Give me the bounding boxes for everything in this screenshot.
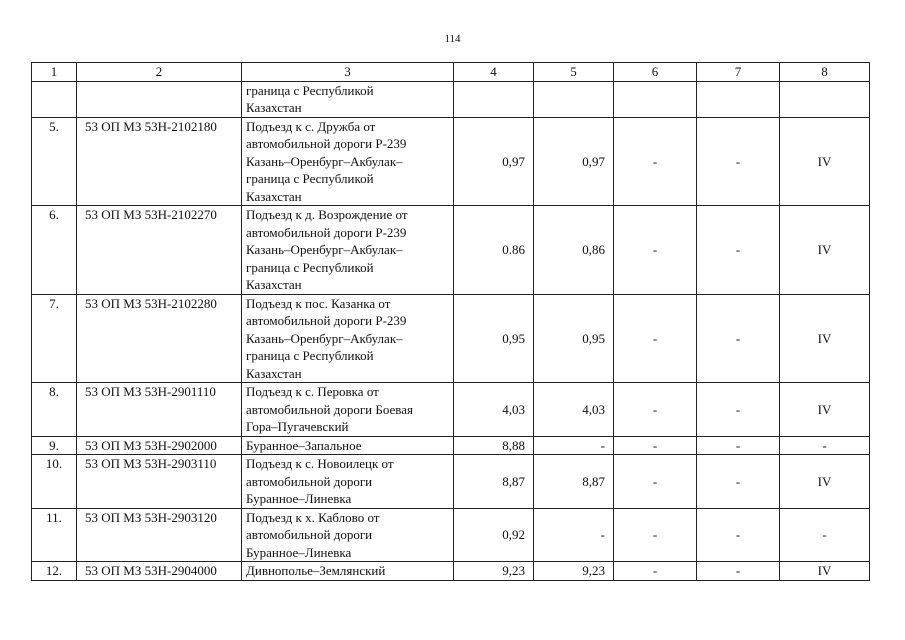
table-row <box>32 508 870 562</box>
cell <box>697 81 780 117</box>
road-code-cell: 53 ОП МЗ 53Н-2102270 <box>77 206 242 295</box>
col4-value-cell: 0.86 <box>454 206 534 295</box>
row-number-cell: 7. <box>32 294 77 383</box>
col4-value-cell: 0,97 <box>454 117 534 206</box>
col8-value-cell: IV <box>780 383 870 437</box>
col7-value-cell: - <box>697 383 780 437</box>
col6-value-cell: - <box>614 455 697 509</box>
col6-value-cell: - <box>614 562 697 581</box>
col5-value-cell: 9,23 <box>534 562 614 581</box>
col4-value-cell: 8,87 <box>454 455 534 509</box>
col4-value-cell: 0,92 <box>454 508 534 562</box>
column-header: 1 <box>32 63 77 82</box>
road-code-cell: 53 ОП МЗ 53Н-2903110 <box>77 455 242 509</box>
column-header: 6 <box>614 63 697 82</box>
col7-value-cell: - <box>697 562 780 581</box>
col7-value-cell: - <box>697 508 780 562</box>
col6-value-cell: - <box>614 117 697 206</box>
road-code-cell: 53 ОП МЗ 53Н-2102180 <box>77 117 242 206</box>
col8-value-cell: - <box>780 436 870 455</box>
cell <box>614 81 697 117</box>
cell <box>77 81 242 117</box>
continuation-row <box>32 81 870 117</box>
col8-value-cell: IV <box>780 117 870 206</box>
col6-value-cell: - <box>614 294 697 383</box>
table-row <box>32 436 870 455</box>
col8-value-cell: IV <box>780 455 870 509</box>
column-header: 2 <box>77 63 242 82</box>
road-code-cell: 53 ОП МЗ 53Н-2901110 <box>77 383 242 437</box>
table-row <box>32 383 870 437</box>
row-number-cell: 8. <box>32 383 77 437</box>
col8-value-cell: IV <box>780 562 870 581</box>
col7-value-cell: - <box>697 436 780 455</box>
col8-value-cell: IV <box>780 294 870 383</box>
col5-value-cell: - <box>534 436 614 455</box>
cell <box>534 81 614 117</box>
col7-value-cell: - <box>697 294 780 383</box>
column-header: 4 <box>454 63 534 82</box>
road-name-cell: Подъезд к с. Новоилецк от автомобильной дороги Буранное–Линевка <box>242 455 454 509</box>
col6-value-cell: - <box>614 383 697 437</box>
road-code-cell: 53 ОП МЗ 53Н-2903120 <box>77 508 242 562</box>
header-row <box>32 63 870 82</box>
continuation-name-cell: граница с Республикой Казахстан <box>242 81 454 117</box>
col8-value-cell: IV <box>780 206 870 295</box>
col4-value-cell: 9,23 <box>454 562 534 581</box>
road-name-cell: Подъезд к с. Перовка от автомобильной дороги Боевая Гора–Пугачевский <box>242 383 454 437</box>
col5-value-cell: 4,03 <box>534 383 614 437</box>
col6-value-cell: - <box>614 206 697 295</box>
column-header: 5 <box>534 63 614 82</box>
road-name-cell: Подъезд к с. Дружба от автомобильной дороги Р-239 Казань–Оренбург–Акбулак– граница с Республикой Казахстан <box>242 117 454 206</box>
row-number-cell: 10. <box>32 455 77 509</box>
road-name-cell: Подъезд к пос. Казанка от автомобильной дороги Р-239 Казань–Оренбург–Акбулак– граница с Республикой Казахстан <box>242 294 454 383</box>
road-code-cell: 53 ОП МЗ 53Н-2102280 <box>77 294 242 383</box>
col7-value-cell: - <box>697 206 780 295</box>
road-name-cell: Буранное–Запальное <box>242 436 454 455</box>
cell <box>32 81 77 117</box>
cell <box>780 81 870 117</box>
col5-value-cell: 0,97 <box>534 117 614 206</box>
column-header: 3 <box>242 63 454 82</box>
col5-value-cell: - <box>534 508 614 562</box>
row-number-cell: 11. <box>32 508 77 562</box>
table-row <box>32 294 870 383</box>
col6-value-cell: - <box>614 508 697 562</box>
page-number: 114 <box>444 33 461 45</box>
road-name-cell: Подъезд к д. Возрождение от автомобильной дороги Р-239 Казань–Оренбург–Акбулак– граница с Республикой Казахстан <box>242 206 454 295</box>
table-body <box>32 63 870 581</box>
road-name-cell: Подъезд к х. Каблово от автомобильной дороги Буранное–Линевка <box>242 508 454 562</box>
table-row <box>32 206 870 295</box>
col4-value-cell: 0,95 <box>454 294 534 383</box>
col7-value-cell: - <box>697 117 780 206</box>
cell <box>454 81 534 117</box>
table-row <box>32 117 870 206</box>
row-number-cell: 9. <box>32 436 77 455</box>
col6-value-cell: - <box>614 436 697 455</box>
road-name-cell: Дивнополье–Землянский <box>242 562 454 581</box>
column-header: 7 <box>697 63 780 82</box>
col8-value-cell: - <box>780 508 870 562</box>
road-code-cell: 53 ОП МЗ 53Н-2904000 <box>77 562 242 581</box>
col4-value-cell: 4,03 <box>454 383 534 437</box>
row-number-cell: 12. <box>32 562 77 581</box>
road-code-cell: 53 ОП МЗ 53Н-2902000 <box>77 436 242 455</box>
table-row <box>32 562 870 581</box>
col5-value-cell: 0,86 <box>534 206 614 295</box>
row-number-cell: 5. <box>32 117 77 206</box>
col5-value-cell: 8,87 <box>534 455 614 509</box>
col4-value-cell: 8,88 <box>454 436 534 455</box>
column-header: 8 <box>780 63 870 82</box>
row-number-cell: 6. <box>32 206 77 295</box>
col5-value-cell: 0,95 <box>534 294 614 383</box>
roads-table <box>31 62 870 581</box>
col7-value-cell: - <box>697 455 780 509</box>
table-row <box>32 455 870 509</box>
